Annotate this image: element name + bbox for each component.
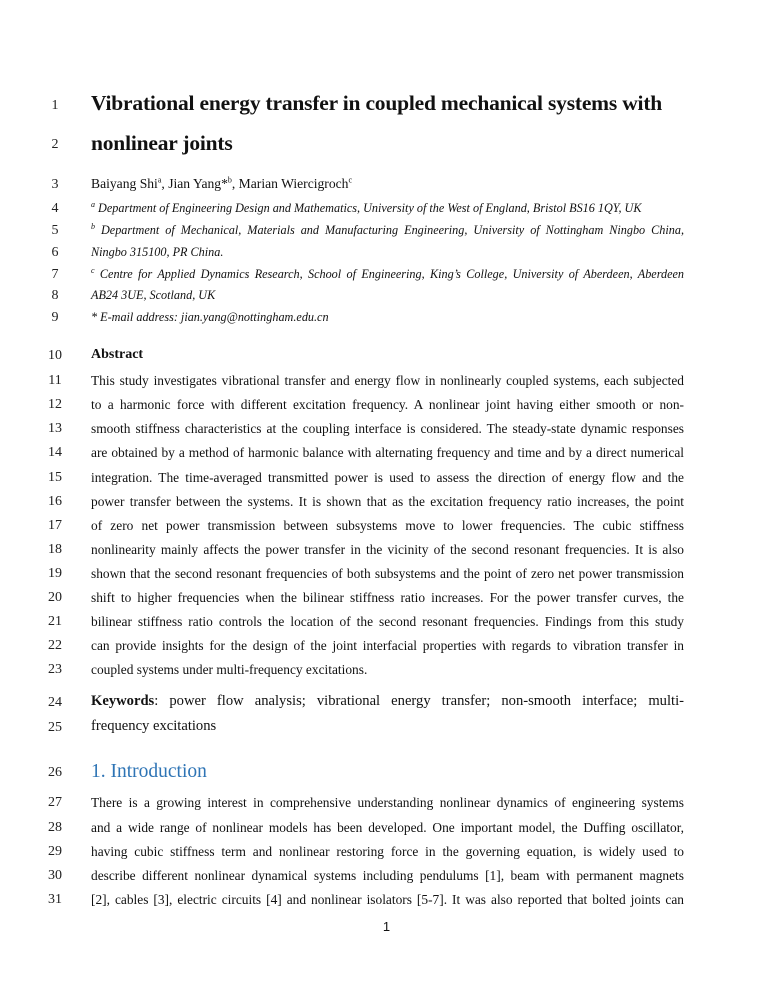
abstract-line: to a harmonic force with different excitation frequency. A nonlinear joint having either smooth or non- — [91, 397, 684, 412]
abstract-line: This study investigates vibrational transfer and energy flow in nonlinearly coupled systems, each subjected — [91, 373, 684, 388]
line-number: 12 — [48, 397, 62, 412]
line-number: 8 — [51, 288, 59, 303]
line-number: 28 — [48, 820, 62, 835]
abstract-heading: Abstract — [91, 347, 144, 362]
title-line: nonlinear joints — [91, 131, 233, 155]
intro-line: and a wide range of nonlinear models has been developed. One important model, the Duffing oscillator, — [91, 820, 684, 835]
line-number: 10 — [48, 348, 62, 363]
abstract-line: coupled systems under multi-frequency excitations. — [91, 662, 368, 677]
abstract-line: power transfer between the systems. It is shown that as the excitation frequency ratio increases, the point — [91, 494, 684, 509]
line-number: 5 — [51, 223, 59, 238]
line-number: 7 — [51, 267, 59, 282]
keywords-cont: frequency excitations — [91, 718, 217, 734]
abstract-line: can provide insights for the design of the joint interfacial properties with regards to vibration transfer in — [91, 638, 684, 653]
intro-line: having cubic stiffness term and nonlinear restoring force in the governing equation, is widely used to — [91, 844, 684, 859]
line-number: 1 — [51, 98, 59, 113]
line-number: 13 — [48, 421, 62, 436]
line-number: 4 — [51, 201, 59, 216]
line-number: 11 — [48, 373, 62, 388]
line-number: 29 — [48, 844, 62, 859]
abstract-line: of zero net power transmission between subsystems move to lower frequencies. The cubic stiffness — [91, 518, 684, 533]
affiliation-c-cont: AB24 3UE, Scotland, UK — [91, 288, 216, 302]
line-number: 6 — [51, 245, 59, 260]
line-number: 26 — [48, 765, 62, 780]
line-number: 18 — [48, 542, 62, 557]
page-number: 1 — [382, 919, 391, 934]
line-number: 3 — [51, 177, 59, 192]
abstract-line: smooth stiffness characteristics at the coupling interface is considered. The steady-state dynamic responses — [91, 421, 684, 436]
line-number: 2 — [51, 137, 59, 152]
affiliation-a: $^a$ Department of Engineering Design and Mathematics, University of the West of England, Bristol BS16 1QY, UK — [91, 199, 642, 215]
line-number: 31 — [48, 892, 62, 907]
line-number: 21 — [48, 614, 62, 629]
author-list: Baiyang Shi$^a$, Jian Yang*$^b$, Marian Wiercigroch$^c$ — [91, 175, 353, 191]
abstract-line: bilinear stiffness ratio controls the location of the second resonant frequencies. Findings from this study — [91, 614, 684, 629]
intro-line: describe different nonlinear dynamical systems including pendulums [1], beam with permanent magnets — [91, 868, 684, 883]
line-number: 17 — [48, 518, 62, 533]
line-number: 20 — [48, 590, 62, 605]
line-number: 19 — [48, 566, 62, 581]
abstract-line: integration. The time-averaged transmitted power is used to assess the direction of energy flow and the — [91, 470, 684, 485]
line-number: 24 — [48, 695, 62, 710]
line-number: 30 — [48, 868, 62, 883]
keywords-label: Keywords — [91, 693, 155, 709]
affiliation-b: $^b$ Department of Mechanical, Materials and Manufacturing Engineering, University of Nottingham Ningbo China, — [91, 223, 684, 237]
line-number: 16 — [48, 494, 62, 509]
abstract-line: shift to higher frequencies when the bilinear stiffness ratio increases. For the power transfer curves, the — [91, 590, 684, 605]
abstract-line: are obtained by a method of harmonic balance with alternating frequency and time and by a direct numerical — [91, 445, 684, 460]
line-number: 14 — [48, 445, 62, 460]
intro-line: There is a growing interest in comprehensive understanding nonlinear dynamics of engineering systems — [91, 795, 684, 810]
section-heading: 1. Introduction — [91, 761, 207, 782]
line-number: 15 — [48, 470, 62, 485]
keywords: Keywords: power flow analysis; vibrational energy transfer; non-smooth interface; multi- — [91, 693, 684, 709]
line-number: 23 — [48, 662, 62, 677]
abstract-line: nonlinearity mainly affects the power transfer in the vicinity of the second resonant frequencies. It is also — [91, 542, 684, 557]
intro-line: [2], cables [3], electric circuits [4] and nonlinear isolators [5-7]. It was also reported that bolted joints can — [91, 892, 684, 907]
line-number: 27 — [48, 795, 62, 810]
title-line: Vibrational energy transfer in coupled mechanical systems with — [91, 91, 663, 115]
affiliation-b-cont: Ningbo 315100, PR China. — [91, 245, 224, 259]
line-number: 9 — [51, 310, 59, 325]
line-number: 22 — [48, 638, 62, 653]
line-number: 25 — [48, 720, 62, 735]
abstract-line: shown that the second resonant frequencies of both subsystems and the point of zero net power transmission — [91, 566, 684, 581]
affiliation-c: $^c$ Centre for Applied Dynamics Research, School of Engineering, King’s College, University of Aberdeen, Aberdeen — [91, 267, 684, 281]
corresponding-email: * E-mail address: jian.yang@nottingham.edu.cn — [91, 310, 329, 324]
